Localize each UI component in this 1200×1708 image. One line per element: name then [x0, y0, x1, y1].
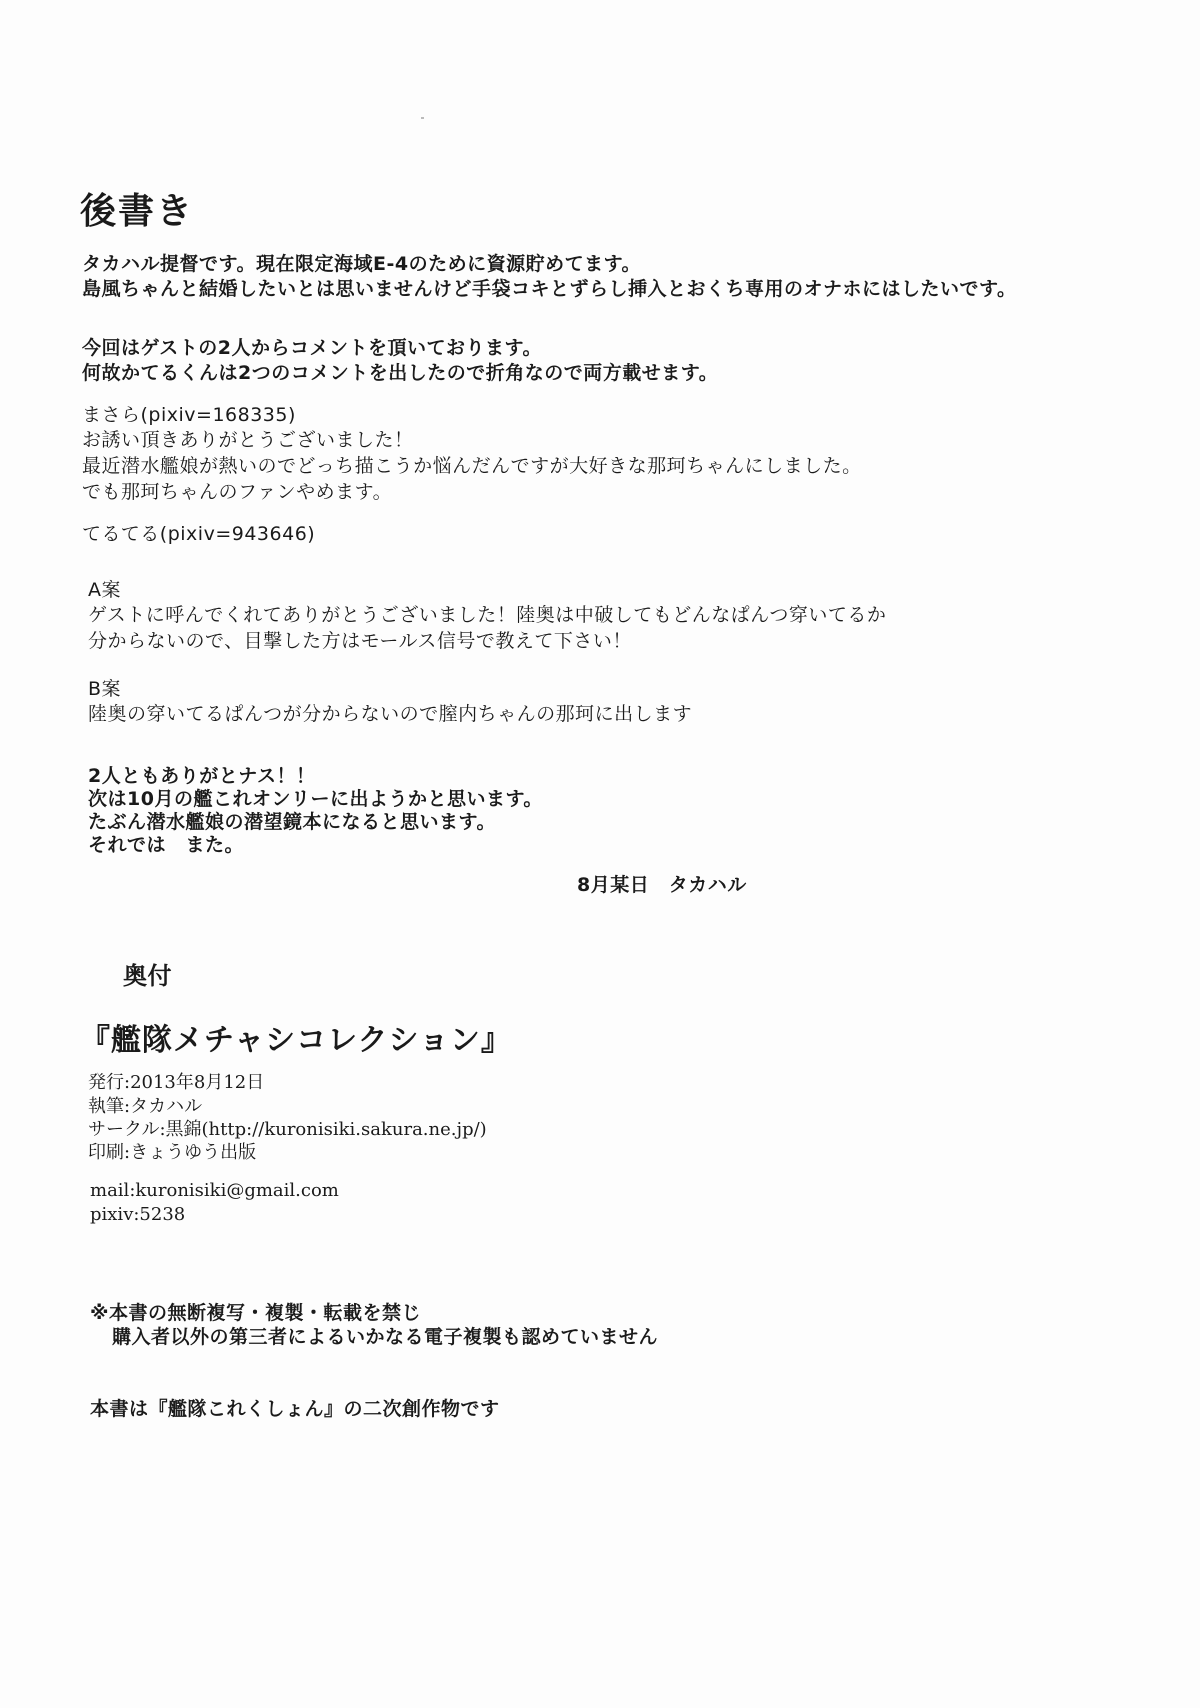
- closing-line-4: それでは また。: [88, 834, 245, 856]
- guest2-a-comment-line-2: 分からないので、目撃した方はモールス信号で教えて下さい！: [88, 630, 632, 652]
- closing-line-3: たぶん潜水艦娘の潜望鏡本になると思います。: [88, 811, 496, 833]
- scan-speck: [421, 117, 424, 119]
- colophon-mail: mail:kuronisiki@gmail.com: [90, 1180, 339, 1201]
- book-title: 『艦隊メチャシコレクション』: [80, 1023, 512, 1058]
- colophon-printer: 印刷:きょうゆう出版: [88, 1142, 257, 1163]
- colophon-author: 執筆:タカハル: [88, 1096, 203, 1117]
- afterword-signature: 8月某日 タカハル: [577, 874, 747, 896]
- closing-line-2: 次は10月の艦これオンリーに出ようかと思います。: [88, 788, 543, 810]
- notice-line-1: ※本書の無断複写・複製・転載を禁じ: [90, 1302, 421, 1324]
- guest1-comment-line-2: 最近潜水艦娘が熱いのでどっち描こうか悩んだんですが大好きな那珂ちゃんにしました。: [82, 455, 862, 477]
- afterword-title: 後書き: [80, 191, 195, 232]
- closing-line-1: 2人ともありがとナス！！: [88, 765, 316, 787]
- guest1-comment-line-1: お誘い頂きありがとうございました！: [82, 429, 414, 451]
- guest1-name: まさら(pixiv=168335): [82, 404, 296, 426]
- guest2-a-label: A案: [88, 579, 121, 601]
- colophon-publish-date: 発行:2013年8月12日: [88, 1072, 265, 1093]
- afterword-intro-line-1: タカハル提督です。現在限定海域E-4のために資源貯めてます。: [82, 253, 642, 275]
- guest2-a-comment-line-1: ゲストに呼んでくれてありがとうございました！陸奥は中破してもどんなぱんつ穿いてるか: [88, 604, 887, 626]
- colophon-circle: サークル:黒錦(http://kuronisiki.sakura.ne.jp/): [88, 1119, 487, 1140]
- colophon-title: 奥付: [123, 962, 172, 990]
- guest2-name: てるてる(pixiv=943646): [82, 523, 316, 545]
- guests-intro-line-2: 何故かてるくんは2つのコメントを出したので折角なので両方載せます。: [82, 362, 719, 384]
- guests-intro-line-1: 今回はゲストの2人からコメントを頂いております。: [82, 337, 542, 359]
- notice-line-2: 購入者以外の第三者によるいかなる電子複製も認めていません: [112, 1326, 659, 1348]
- afterword-intro-line-2: 島風ちゃんと結婚したいとは思いませんけど手袋コキとずらし挿入とおくち専用のオナホにはしたいです。: [82, 278, 1017, 300]
- derivative-note: 本書は『艦隊これくしょん』の二次創作物です: [90, 1398, 500, 1420]
- guest1-comment-line-3: でも那珂ちゃんのファンやめます。: [82, 481, 393, 503]
- guest2-b-comment-line-1: 陸奥の穿いてるぱんつが分からないので膣内ちゃんの那珂に出します: [88, 703, 693, 725]
- colophon-pixiv: pixiv:5238: [90, 1204, 186, 1225]
- guest2-b-label: B案: [88, 678, 122, 700]
